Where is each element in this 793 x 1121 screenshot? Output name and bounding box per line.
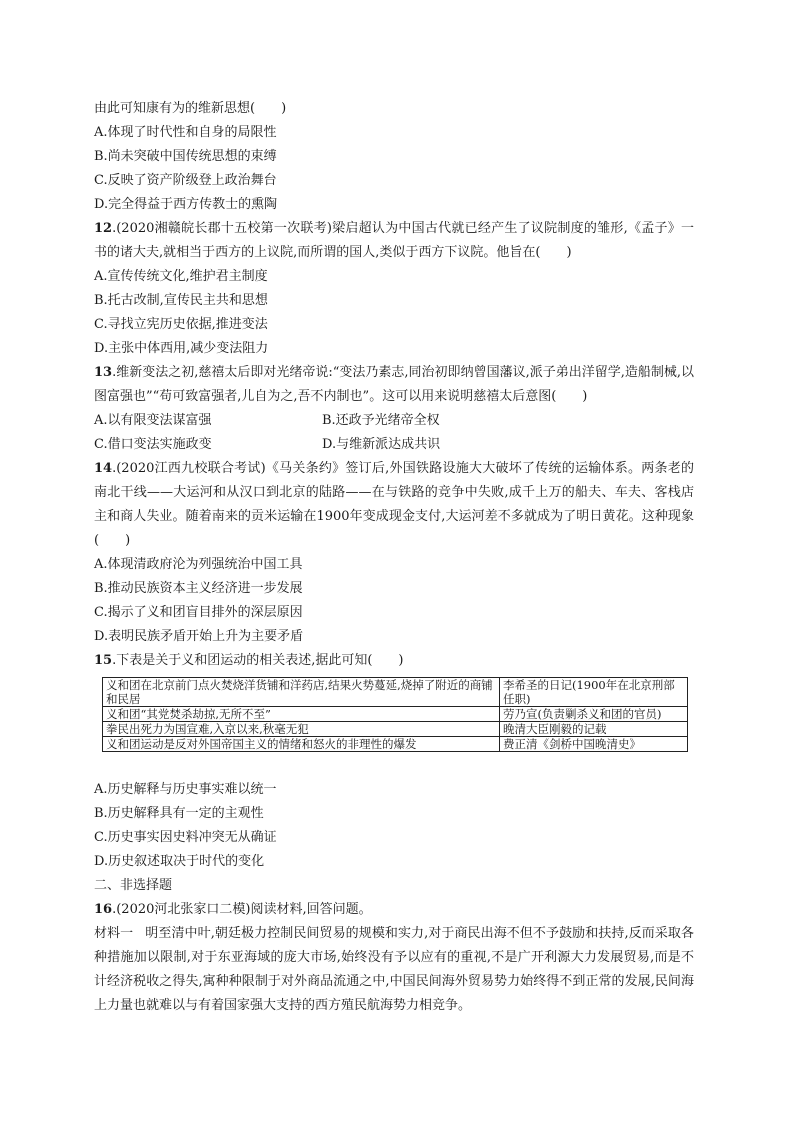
q11-option-b: B.尚未突破中国传统思想的束缚 [94,149,277,164]
q15-number: 15 [94,653,113,668]
q13-options-row-2 [94,433,694,457]
q13-option-d: D.与维新派达成共识 [322,437,441,452]
q13-options-row-1 [94,409,694,433]
q14-text: .(2020江西九校联合考试)《马关条约》签订后,外国铁路设施大大破坏了传统的运输体系。两条老的南北干线——大运河和从汉口到北京的陆路——在与铁路的竞争中失败,成千上万的船夫、车夫、客栈店主和商人失业。随着南来的贡米运输在1900年变成现金支付,大运河差不多就成为了明日黄花。这种现象( ) [94,461,694,548]
q12-text: .(2020湘赣皖长郡十五校第一次联考)梁启超认为中国古代就已经产生了议院制度的雏形,《孟子》一书的诸大夫,就相当于西方的上议院,而所谓的国人,类似于西方下议院。他旨在( ) [94,221,694,260]
section-heading-non-choice: 二、非选择题 [94,878,173,893]
q12-option-c: C.寻找立宪历史依据,推进变法 [94,317,268,332]
table-cell: 义和团运动是反对外国帝国主义的情绪和怒火的非理性的爆发 [103,737,500,752]
q12-option-a: A.宣传传统文化,维护君主制度 [94,269,268,284]
q12-option-d: D.主张中体西用,减少变法阻力 [94,341,269,356]
q11-option-a: A.体现了时代性和自身的局限性 [94,125,277,140]
q13-option-b: B.还政予光绪帝全权 [322,413,440,428]
table-row [103,678,688,707]
table-cell: 拳民出死力为国宣难,入京以来,秋毫无犯 [103,722,500,737]
q16-material-1 [94,922,694,1018]
q11-option-d: D.完全得益于西方传教士的熏陶 [94,197,278,212]
q16-stem [94,898,694,922]
q16-number: 16 [94,902,113,917]
q12-stem [94,217,694,265]
table-cell: 义和团在北京前门点火焚烧洋货铺和洋药店,结果火势蔓延,烧掉了附近的商铺和民居 [103,678,500,707]
table-cell: 李希圣的日记(1900年在北京刑部任职) [500,678,688,707]
q15-text: .下表是关于义和团运动的相关表述,据此可知( ) [112,653,404,668]
q15-option-b: B.历史解释具有一定的主观性 [94,806,264,821]
spacer [94,752,694,778]
table-cell: 晚清大臣刚毅的记载 [500,722,688,737]
table-cell: 义和团“其党焚杀劫掠,无所不至” [103,707,500,722]
q13-text: .维新变法之初,慈禧太后即对光绪帝说:“变法乃素志,同治初即纳曾国藩议,派子弟出洋留学,造船制械,以图富强也”“苟可致富强者,儿自为之,吾不内制也”。这可以用来说明慈禧太后意图( ) [94,365,694,404]
q14-number: 14 [94,461,113,476]
q14-option-c: C.揭示了义和团盲目排外的深层原因 [94,605,303,620]
q12-option-b: B.托古改制,宣传民主共和思想 [94,293,268,308]
q14-stem [94,457,694,553]
q11-stem: 由此可知康有为的维新思想( ) [94,101,287,116]
q15-option-d: D.历史叙述取决于时代的变化 [94,854,265,869]
q15-table [102,677,688,752]
q13-option-a: A.以有限变法谋富强 [94,413,212,428]
q15-stem [94,649,694,673]
material-text: 明至清中叶,朝廷极力控制民间贸易的规模和实力,对于商民出海不但不予鼓励和扶持,反而采取各种措施加以限制,对于东亚海域的庞大市场,始终没有予以应有的重视,不是广开利源大力发展贸易,而是不计经济税收之得失,寓种种限制于对外商品流通之中,中国民间海外贸易势力始终得不到正常的发展,民间海上力量也就难以与有着国家强大支持的西方殖民航海势力相竞争。 [94,926,694,1013]
q15-option-a: A.历史解释与历史事实难以统一 [94,782,277,797]
table-row [103,722,688,737]
q15-option-c: C.历史事实因史料冲突无从确证 [94,830,277,845]
material-label: 材料一 [94,926,134,941]
q14-option-a: A.体现清政府沦为列强统治中国工具 [94,557,303,572]
table-cell: 劳乃宣(负责剿杀义和团的官员) [500,707,688,722]
q14-option-d: D.表明民族矛盾开始上升为主要矛盾 [94,629,304,644]
document-content [94,97,694,1018]
q13-number: 13 [94,365,113,380]
q16-text: .(2020河北张家口二模)阅读材料,回答问题。 [112,902,372,917]
q11-option-c: C.反映了资产阶级登上政治舞台 [94,173,277,188]
q13-option-c: C.借口变法实施政变 [94,437,212,452]
table-cell: 费正清《剑桥中国晚清史》 [500,737,688,752]
q14-option-b: B.推动民族资本主义经济进一步发展 [94,581,303,596]
q12-number: 12 [94,221,113,236]
q13-stem [94,361,694,409]
table-row [103,737,688,752]
table-row [103,707,688,722]
